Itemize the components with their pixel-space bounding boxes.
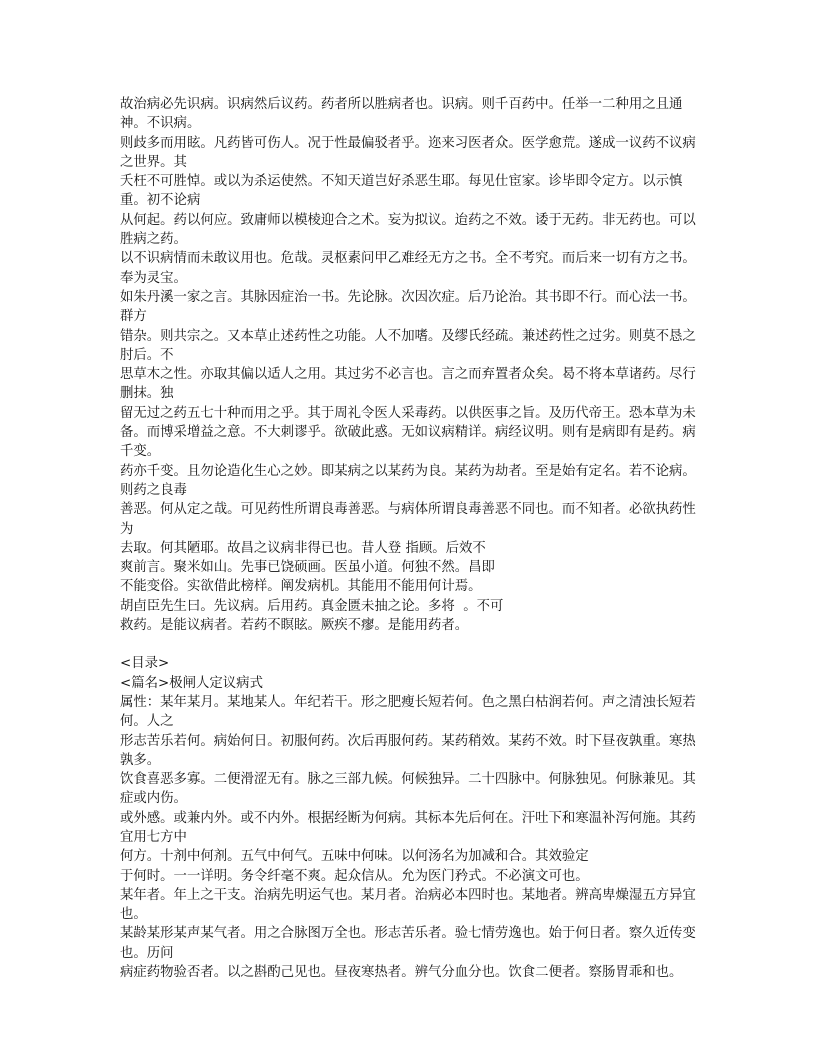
text-line: 胡卣臣先生曰。先议病。后用药。真金匮未抽之论。多将 。不可: [120, 598, 504, 614]
text-line: 则歧多而用眩。凡药皆可伤人。况于性最偏驳者乎。迩来习医者众。医学愈荒。遂成一议药不议病之世界。其: [120, 135, 696, 170]
text-line: 故治病必先识病。识病然后议药。药者所以胜病者也。识病。则千百药中。任举一二种用之且通神。不识病。: [120, 97, 683, 132]
text-line: 于何时。一一详明。务令纤毫不爽。起众信从。允为医门矜式。不必演文可也。: [120, 868, 589, 884]
text-line: 形志苦乐若何。病始何日。初服何药。次后再服何药。某药稍效。某药不效。时下昼夜孰重。寒热孰多。: [120, 733, 696, 768]
preface-block: [120, 95, 705, 635]
section-block: [120, 693, 705, 982]
text-line: 饮食喜恶多寡。二便滑涩无有。脉之三部九候。何候独异。二十四脉中。何脉独见。何脉兼见。其症或内伤。: [120, 772, 696, 807]
text-line: 善恶。何从定之哉。可见药性所谓良毒善恶。与病体所谓良毒善恶不同也。而不知者。必欲执药性为: [120, 502, 696, 537]
text-line: 错杂。则共宗之。又本草止述药性之功能。人不加嗜。及缪氏经疏。兼述药性之过劣。则莫不恳之肘后。不: [120, 328, 696, 363]
text-line: 留无过之药五七十种而用之乎。其于周礼令医人采毒药。以供医事之旨。及历代帝王。恐本草为未: [120, 405, 696, 421]
text-line: 去取。何其陋耶。故昌之议病非得已也。昔人登 指顾。后效不: [120, 540, 486, 556]
text-line: 夭枉不可胜悼。或以为杀运使然。不知天道岂好杀恶生耶。每见仕宦家。诊毕即令定方。以示慎重。初不论病: [120, 174, 683, 209]
document-page: [120, 95, 705, 982]
text-line: 思草木之性。亦取其偏以适人之用。其过劣不必言也。言之而弃置者众矣。曷不将本草诸药。尽行删抹。独: [120, 367, 696, 402]
text-line: 某龄某形某声某气者。用之合脉图万全也。形志苦乐者。验七情劳逸也。始于何日者。察久近传变也。历问: [120, 926, 696, 961]
text-line: 属性：某年某月。某地某人。年纪若干。形之肥瘦长短若何。色之黑白枯润若何。声之清浊长短若何。人之: [120, 694, 696, 730]
text-line: 备。而博采增益之意。不大刺谬乎。欲破此惑。无如议病精详。病经议明。则有是病即有是药。病千变。: [120, 425, 696, 460]
toc-label: <目录>: [120, 656, 170, 672]
text-line: 以不识病情而未敢议用也。危哉。灵枢素问甲乙难经无方之书。全不考究。而后来一切有方之书。奉为灵宝。: [120, 251, 696, 286]
chapter-title: <篇名>极闸人定议病式: [120, 675, 263, 691]
paragraph-gap: [120, 635, 705, 654]
text-line: 从何起。药以何应。致庸师以模棱迎合之术。妄为拟议。迨药之不效。诿于无药。非无药也。可以胜病之药。: [120, 212, 696, 248]
text-line: 或外感。或兼内外。或不内外。根据经断为何病。其标本先后何在。汗吐下和寒温补泻何施。其药宜用七方中: [120, 810, 696, 845]
text-line: 病症药物验否者。以之斟酌己见也。昼夜寒热者。辨气分血分也。饮食二便者。察肠胃乖和也。: [120, 965, 683, 981]
text-line: 不能变俗。实欲借此榜样。阐发病机。其能用不能用何计焉。: [120, 579, 482, 595]
text-line: 某年者。年上之干支。治病先明运气也。某月者。治病必本四时也。某地者。辨高卑燥湿五方异宜也。: [120, 887, 696, 923]
text-line: 药亦千变。且勿论造化生心之妙。即某病之以某药为良。某药为劫者。至是始有定名。若不论病。则药之良毒: [120, 463, 696, 498]
text-line: 救药。是能议病者。若药不瞑眩。厥疾不瘳。是能用药者。: [120, 618, 469, 634]
text-line: 爽前言。聚米如山。先事已饶硕画。医虽小道。何独不然。昌即: [120, 560, 495, 576]
text-line: 何方。十剂中何剂。五气中何气。五味中何味。以何汤名为加减和合。其效验定: [120, 849, 589, 865]
text-line: 如朱丹溪一家之言。其脉因症治一书。先论脉。次因次症。后乃论治。其书即不行。而心法一书。群方: [120, 289, 696, 325]
